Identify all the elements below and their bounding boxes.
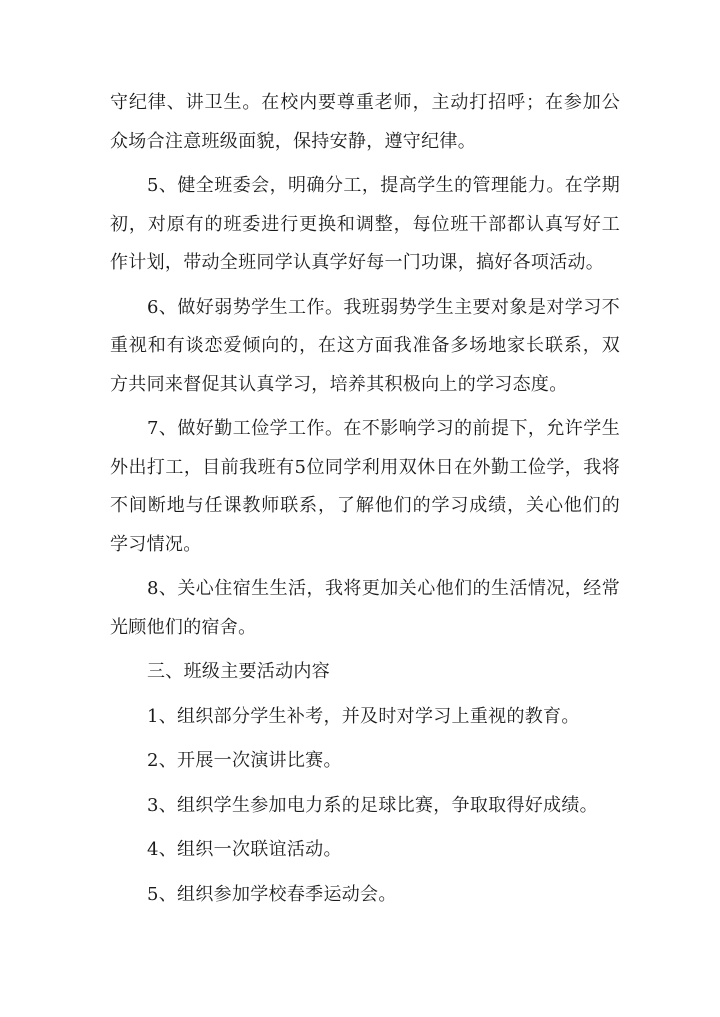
activity-item-3: 3、组织学生参加电力系的足球比赛，争取取得好成绩。 bbox=[147, 794, 598, 816]
activity-item-2: 2、开展一次演讲比赛。 bbox=[147, 750, 342, 771]
activity-item-1: 1、组织部分学生补考，并及时对学习上重视的教育。 bbox=[147, 705, 580, 727]
activity-item-4: 4、组织一次联谊活动。 bbox=[147, 839, 342, 860]
paragraph-item-8: 8、关心住宿生生活，我将更加关心他们的生活情况，经常光顾他们的宿舍。 bbox=[110, 578, 620, 638]
paragraph-item-5: 5、健全班委会，明确分工，提高学生的管理能力。在学期初，对原有的班委进行更换和调整，每位班干部都认真写好工作计划，带动全班同学认真学好每一门功课，搞好各项活动。 bbox=[110, 175, 620, 273]
paragraph-item-7: 7、做好勤工俭学工作。在不影响学习的前提下，允许学生外出打工，目前我班有5位同学利用双休日在外勤工俭学，我将不间断地与任课教师联系，了解他们的学习成绩，关心他们的学习情况。 bbox=[110, 418, 620, 555]
paragraph-continuation: 守纪律、讲卫生。在校内要尊重老师，主动打招呼；在参加公众场合注意班级面貌，保持安静，遵守纪律。 bbox=[110, 92, 620, 152]
document-page bbox=[110, 84, 620, 914]
activity-item-5: 5、组织参加学校春季运动会。 bbox=[147, 883, 397, 905]
section-heading: 三、班级主要活动内容 bbox=[147, 661, 330, 682]
paragraph-item-6: 6、做好弱势学生工作。我班弱势学生主要对象是对学习不重视和有谈恋爱倾向的，在这方面我准备多场地家长联系，双方共同来督促其认真学习，培养其积极向上的学习态度。 bbox=[110, 296, 620, 395]
